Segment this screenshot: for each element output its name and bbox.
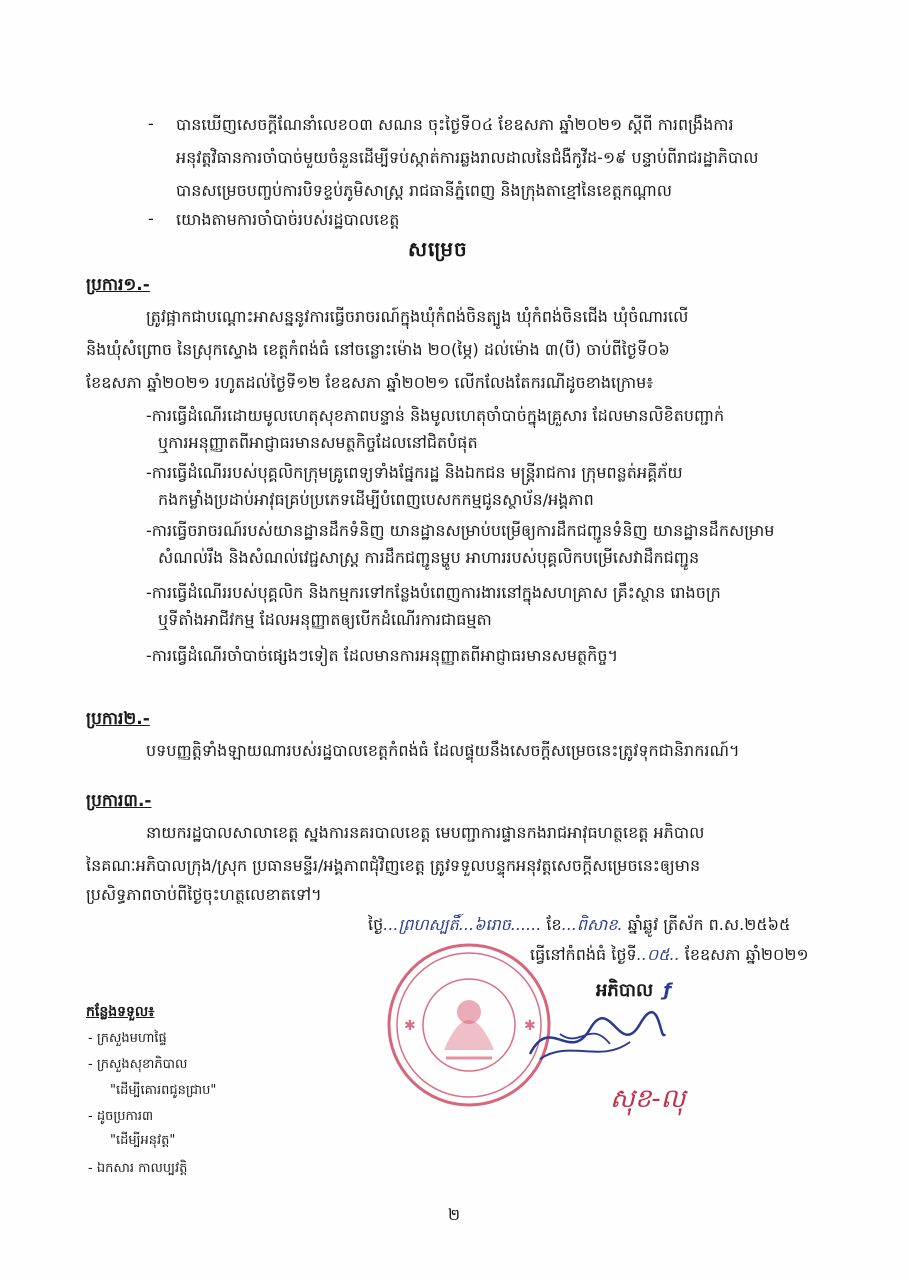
decision-title: សម្រេច — [408, 237, 468, 261]
svg-text:✱: ✱ — [404, 1018, 416, 1034]
article-1-item-5-line: -ការធ្វើដំណើរចាំបាច់ផ្សេងៗទៀត ដែលមានការអនុញ្ញាតពីអាជ្ញាធរមានសមត្ថកិច្ច។ — [146, 646, 619, 665]
page-number: ២ — [448, 1205, 461, 1224]
recipient-item: - ក្រសួងមហាផ្ទៃ — [88, 1031, 167, 1046]
month-year: ខែឧសភា ឆ្នាំ២០២១ — [684, 945, 809, 964]
article-1-item-1-line: -ការធ្វើដំណើរដោយមូលហេតុសុខភាពបន្ទាន់ និងមូលហេតុចាំបាច់ក្នុងគ្រួសារ ដែលមានលិខិតបញ្ជាក់ — [146, 406, 725, 425]
recipient-sub: "ដើម្បីអនុវត្ត" — [110, 1133, 176, 1148]
article-1-item-2-line: កងកម្លាំងប្រដាប់អាវុធគ្រប់ប្រភេទដើម្បីបំពេញបេសកកម្មជូនស្ថាប័ន/អង្គភាព — [158, 490, 594, 509]
recipient-item: - ឯកសារ កាលប្បវត្តិ — [88, 1161, 188, 1176]
article-2-heading: ប្រការ២.- — [86, 709, 150, 729]
recipient-item: - ដូចប្រការ៣ — [88, 1109, 154, 1124]
article-1-heading: ប្រការ១.- — [86, 275, 150, 295]
year-text: ឆ្នាំឆ្លូវ ត្រីស័ក ព.ស.២៥៦៥ — [627, 915, 791, 934]
article-3-para-line: នាយករដ្ឋបាលសាលាខេត្ត ស្នងការនគរបាលខេត្ត មេបញ្ជាការផ្ទានកងរាជអាវុធហត្ថខេត្ត អភិបាល — [146, 823, 705, 842]
place-prefix: ធ្វើនៅកំពង់ធំ ថ្ងៃទី — [530, 945, 637, 964]
lunar-month: ...ពិសាខ. — [561, 915, 623, 934]
article-1-para-line: ខែឧសភា ឆ្នាំ២០២១ រហូតដល់ថ្ងៃទី១២ ខែឧសភា ឆ្នាំ២០២១ លើកលែងតែករណីដូចខាងក្រោម៖ — [86, 373, 654, 392]
recipient-item: - ក្រសួងសុខាភិបាល — [88, 1057, 188, 1072]
intro-line: អនុវត្តវិធានការចាំបាច់មួយចំនួនដើម្បីទប់ស្កាត់ការឆ្លងរាលដាលនៃជំងឺកូវីដ-១៩ បន្ទាប់ពីរាជរដ្ឋាភិបាល — [176, 148, 759, 167]
article-1-item-3-line: សំណល់រឹង និងសំណល់វេជ្ជសាស្ត្រ ការដឹកជញ្ជូនម្ហូប អាហាររបស់បុគ្គលិកបម្រើសេវាដឹកជញ្ជូន — [158, 548, 700, 567]
article-2-para-line: បទបញ្ញត្តិទាំងឡាយណារបស់រដ្ឋបាលខេត្តកំពង់ធំ ដែលផ្ទុយនឹងសេចក្តីសម្រេចនេះត្រូវទុកជានិរាករណ៍។ — [146, 741, 740, 760]
svg-text:✱: ✱ — [524, 1018, 536, 1034]
recipients-title: កន្លែងទទួល៖ — [86, 1004, 155, 1020]
month-label: ខែ — [546, 915, 562, 934]
article-3-para-line: នៃគណៈអភិបាលក្រុង/ស្រុក ប្រធានមន្ទីរ/អង្គភាពជុំវិញខេត្ត ត្រូវទទួលបន្ទុកអនុវត្តសេចក្តីសម្រេចនេះឲ្យមាន — [86, 856, 701, 875]
recipient-sub: "ដើម្បីគោរពជូនជ្រាប" — [110, 1083, 217, 1098]
article-1-para-line: និងឃុំសំព្រោច នៃស្រុកស្ទោង ខេត្តកំពង់ធំ នៅចន្លោះម៉ោង ២០(ម្ភៃ) ដល់ម៉ោង ៣(បី) ចាប់ពីថ្ងៃទី០៦ — [86, 340, 670, 359]
article-1-para-line: ត្រូវផ្អាកជាបណ្តោះអាសន្ននូវការធ្វើចរាចរណ៍ក្នុងឃុំកំពង់ចិនត្បូង ឃុំកំពង់ចិនជើង ឃុំចំណារលើ — [146, 307, 689, 326]
article-1-item-4-line: -ការធ្វើដំណើររបស់បុគ្គលិក និងកម្មករទៅកន្លែងបំពេញការងារនៅក្នុងសហគ្រាស គ្រឹះស្ថាន រោងចក្រ — [146, 583, 721, 602]
intro-line: បានឃើញសេចក្តីណែនាំលេខ០៣ សណន ចុះថ្ងៃទី០៤ ខែឧសភា ឆ្នាំ២០២១ ស្តីពី ការពង្រឹងការ — [176, 115, 734, 134]
article-1-item-4-line: ឬទីតាំងអាជីវកម្ម ដែលអនុញ្ញាតឲ្យបើកដំណើរការជាធម្មតា — [158, 610, 492, 629]
article-1-item-1-line: ឬការអនុញ្ញាតពីអាជ្ញាធរមានសមត្ថកិច្ចដែលនៅជិតបំផុត — [158, 433, 478, 452]
article-3-heading: ប្រការ៣.- — [86, 791, 152, 811]
intro-line: យោងតាមការចាំបាច់របស់រដ្ឋបាលខេត្ត — [176, 210, 400, 229]
article-1-item-3-line: -ការធ្វើចរាចរណ៍របស់យានដ្ឋានដឹកទំនិញ យានដ្ឋានសម្រាប់បម្រើឲ្យការដឹកជញ្ជូនទំនិញ យានដ្ឋានដឹកសម្រាម — [146, 521, 775, 540]
place-date-line — [530, 944, 809, 968]
lunar-day: ...ព្រហស្បតិ៍...៦រោច...... — [383, 915, 542, 934]
signature-mark-icon: ƒ — [663, 980, 672, 1001]
bullet-dash: - — [148, 114, 154, 133]
lunar-date-line — [368, 914, 790, 938]
signatory-name: សុខ-លុ — [610, 1084, 686, 1114]
signature-scribble-icon — [520, 1004, 670, 1074]
article-1-item-2-line: -ការធ្វើដំណើររបស់បុគ្គលិកក្រុមគ្រូពេទ្យទាំងផ្នែករដ្ឋ និងឯកជន មន្រ្តីរាជការ ក្រុមពន្លត់អគ្គីភ័យ — [146, 463, 683, 482]
day-value: ..០៥.. — [636, 945, 680, 964]
article-3-para-line: ប្រសិទ្ធភាពចាប់ពីថ្ងៃចុះហត្ថលេខាតទៅ។ — [86, 885, 322, 904]
bullet-dash: - — [148, 209, 154, 228]
signatory-title-text: អភិបាល — [596, 980, 654, 1001]
lunar-prefix: ថ្ងៃ — [368, 915, 384, 934]
intro-line: បានសម្រេចបញ្ចប់ការបិទខ្ទប់ភូមិសាស្ត្រ រាជធានីភ្នំពេញ និងក្រុងតាខ្មៅនៃខេត្តកណ្តាល — [176, 181, 672, 200]
signatory-title — [596, 978, 671, 1005]
